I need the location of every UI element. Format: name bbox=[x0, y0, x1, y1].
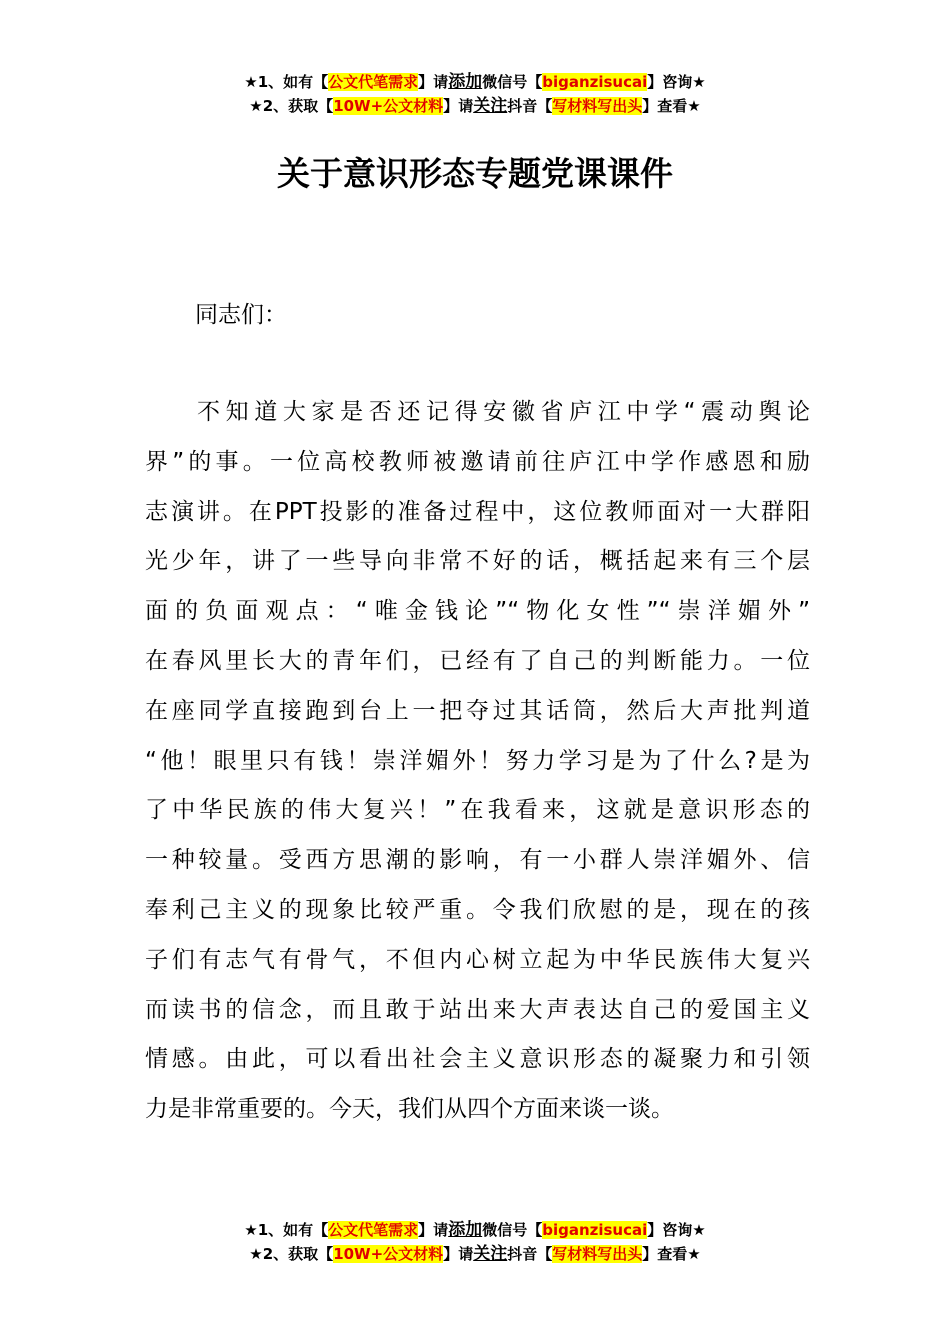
banner-text: 】请 bbox=[443, 1245, 474, 1263]
banner-underline: 添加 bbox=[448, 1220, 483, 1240]
banner-underline: 关注 bbox=[473, 96, 508, 116]
banner-highlight: 写材料写出头 bbox=[552, 97, 643, 115]
banner-highlight: biganzisucai bbox=[542, 1221, 648, 1239]
text-line: 情感。由此，可以看出社会主义意识形态的凝聚力和引领 bbox=[145, 1046, 810, 1073]
text-line: “他！眼里只有钱！崇洋媚外！努力学习是为了什么?是为 bbox=[145, 747, 810, 774]
banner-text: 】咨询★ bbox=[647, 73, 706, 91]
text-line: 一种较量。受西方思潮的影响，有一小群人崇洋媚外、信 bbox=[145, 847, 810, 874]
text-line: 界”的事。一位高校教师被邀请前往庐江中学作感恩和励 bbox=[145, 448, 810, 475]
text-line: 子们有志气有骨气，不但内心树立起为中华民族伟大复兴 bbox=[145, 946, 810, 973]
banner-underline: 关注 bbox=[473, 1244, 508, 1264]
body-paragraph bbox=[145, 392, 810, 1139]
banner-line-1 bbox=[0, 1218, 950, 1242]
header-banner bbox=[0, 70, 950, 118]
banner-text: ★1、如有【 bbox=[244, 1221, 329, 1239]
banner-text: 】查看★ bbox=[642, 1245, 701, 1263]
banner-text: 抖音【 bbox=[507, 1245, 553, 1263]
banner-text: 微信号【 bbox=[482, 1221, 543, 1239]
text-line: 不知道大家是否还记得安徽省庐江中学“震动舆论 bbox=[197, 399, 810, 425]
banner-highlight: 10W+公文材料 bbox=[333, 97, 444, 115]
banner-text: 】请 bbox=[418, 73, 449, 91]
text-line: 了中华民族的伟大复兴！”在我看来，这就是意识形态的 bbox=[145, 797, 810, 824]
banner-text: ★1、如有【 bbox=[244, 73, 329, 91]
text-line: 奉利己主义的现象比较严重。令我们欣慰的是，现在的孩 bbox=[145, 896, 810, 923]
banner-text: ★2、获取【 bbox=[249, 1245, 334, 1263]
text-line: 而读书的信念，而且敢于站出来大声表达自己的爱国主义 bbox=[145, 996, 810, 1023]
banner-highlight: 公文代笔需求 bbox=[328, 1221, 419, 1239]
banner-text: 】咨询★ bbox=[647, 1221, 706, 1239]
banner-line-2 bbox=[0, 1242, 950, 1266]
banner-highlight: 10W+公文材料 bbox=[333, 1245, 444, 1263]
banner-text: 微信号【 bbox=[482, 73, 543, 91]
banner-text: 抖音【 bbox=[507, 97, 553, 115]
banner-highlight: biganzisucai bbox=[542, 73, 648, 91]
text-line: 在座同学直接跑到台上一把夺过其话筒，然后大声批判道 bbox=[145, 697, 810, 724]
text-line: 力是非常重要的。今天，我们从四个方面来谈一谈。 bbox=[145, 1096, 674, 1123]
banner-line-2 bbox=[0, 94, 950, 118]
banner-underline: 添加 bbox=[448, 72, 483, 92]
text-line: 志演讲。在PPT投影的准备过程中，这位教师面对一大群阳 bbox=[145, 498, 810, 525]
banner-highlight: 公文代笔需求 bbox=[328, 73, 419, 91]
text-line: 光少年，讲了一些导向非常不好的话，概括起来有三个层 bbox=[145, 548, 810, 575]
banner-text: 】请 bbox=[443, 97, 474, 115]
banner-highlight: 写材料写出头 bbox=[552, 1245, 643, 1263]
footer-banner bbox=[0, 1218, 950, 1266]
text-line: 面的负面观点：“唯金钱论”“物化女性”“崇洋媚外” bbox=[145, 598, 810, 625]
text-line: 在春风里长大的青年们，已经有了自己的判断能力。一位 bbox=[145, 647, 810, 674]
greeting: 同志们： bbox=[195, 302, 287, 328]
banner-text: 】请 bbox=[418, 1221, 449, 1239]
banner-line-1 bbox=[0, 70, 950, 94]
page-title: 关于意识形态专题党课课件 bbox=[277, 154, 673, 193]
banner-text: ★2、获取【 bbox=[249, 97, 334, 115]
banner-text: 】查看★ bbox=[642, 97, 701, 115]
